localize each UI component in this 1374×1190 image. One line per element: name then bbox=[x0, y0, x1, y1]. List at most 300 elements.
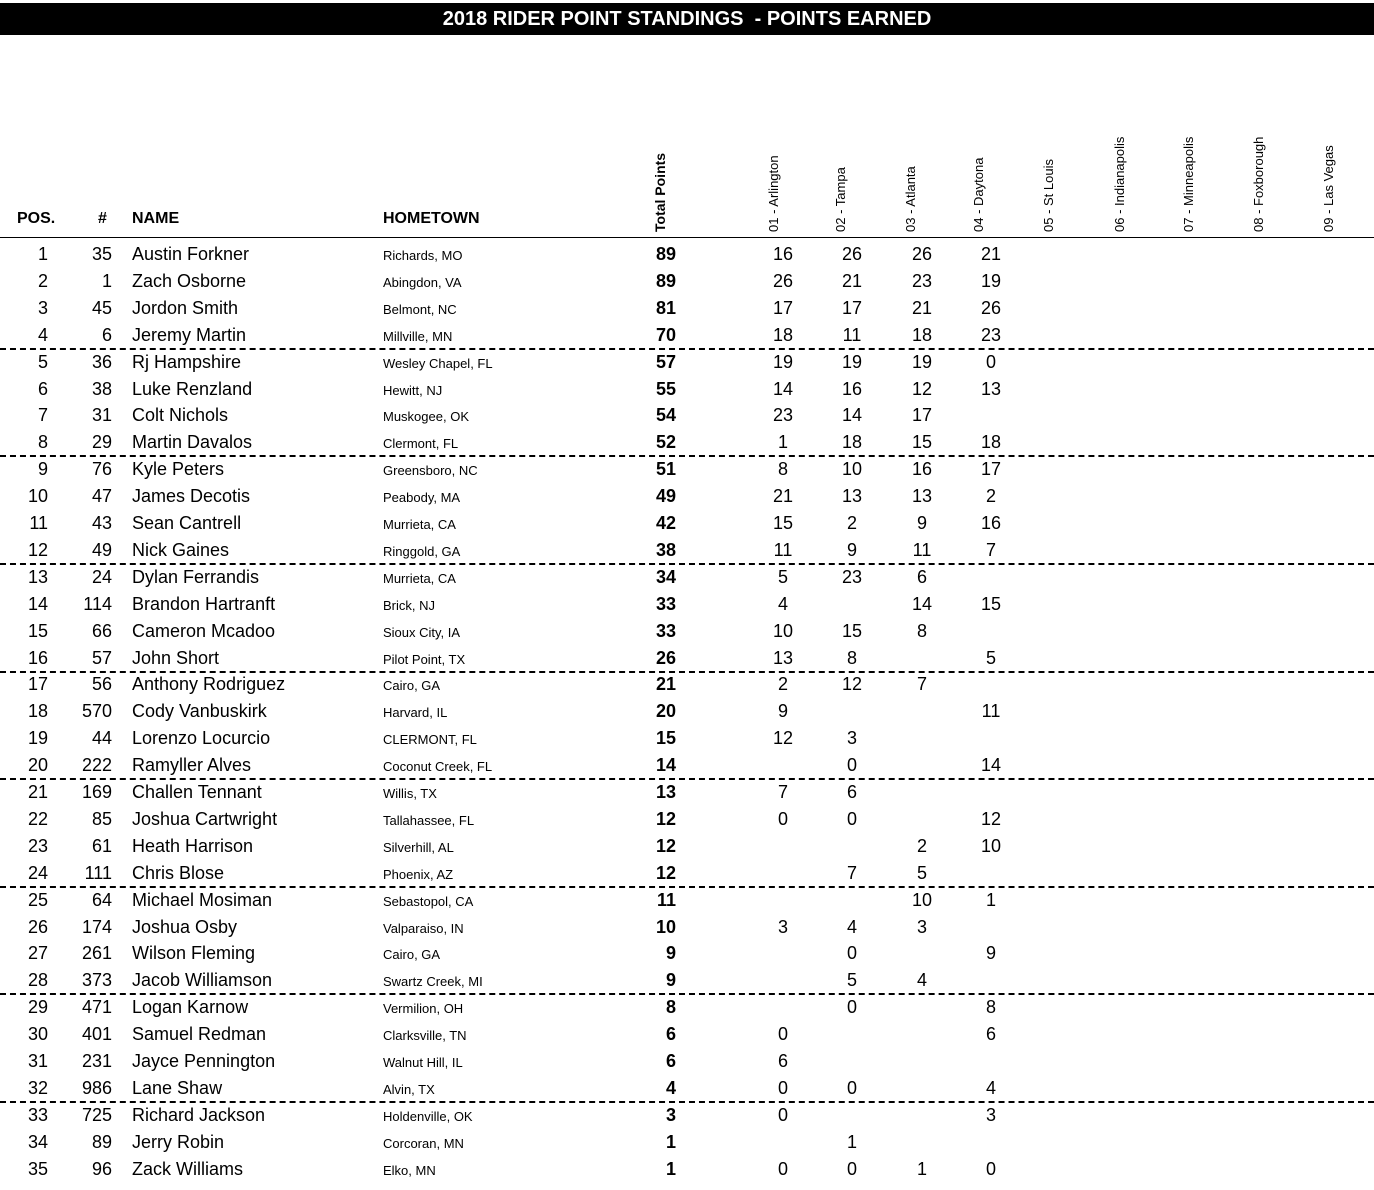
row-round-1-points: 10 bbox=[772, 620, 794, 641]
table-row bbox=[0, 240, 1374, 267]
row-hometown: Richards, MO bbox=[383, 248, 463, 263]
row-round-4-points: 5 bbox=[985, 647, 996, 668]
row-total-points: 33 bbox=[655, 620, 676, 641]
row-rider-name: Cody Vanbuskirk bbox=[132, 701, 267, 722]
row-position: 24 bbox=[27, 862, 48, 883]
table-row bbox=[0, 993, 1374, 1020]
row-round-2-points: 10 bbox=[841, 459, 863, 480]
row-rider-name: Zach Osborne bbox=[132, 270, 247, 291]
row-rider-number: 373 bbox=[81, 970, 112, 991]
row-hometown: Alvin, TX bbox=[383, 1081, 435, 1097]
header-round-1: 01 - Arlington bbox=[766, 155, 781, 232]
row-rider-number: 261 bbox=[81, 943, 112, 964]
row-rider-number: 169 bbox=[81, 782, 112, 802]
row-total-points: 89 bbox=[655, 244, 676, 264]
row-round-3-points: 4 bbox=[916, 970, 927, 991]
table-row bbox=[0, 886, 1374, 913]
row-round-3-points: 17 bbox=[911, 405, 933, 426]
table-row bbox=[0, 724, 1374, 751]
table-row bbox=[0, 939, 1374, 966]
row-position: 32 bbox=[27, 1077, 48, 1098]
row-round-3-points: 12 bbox=[911, 378, 933, 399]
row-round-1-points: 15 bbox=[772, 513, 794, 533]
row-hometown: Ringgold, GA bbox=[383, 543, 461, 559]
row-rider-number: 49 bbox=[91, 539, 112, 560]
row-round-3-points: 8 bbox=[916, 620, 927, 641]
row-position: 4 bbox=[37, 324, 48, 345]
row-rider-number: 57 bbox=[91, 647, 112, 668]
row-total-points: 12 bbox=[655, 808, 676, 829]
row-position: 6 bbox=[37, 378, 48, 399]
row-hometown: Vermilion, OH bbox=[383, 1001, 464, 1017]
row-hometown: Clermont, FL bbox=[383, 436, 459, 452]
row-round-3-points: 11 bbox=[912, 539, 932, 560]
row-hometown: Cairo, GA bbox=[383, 947, 441, 963]
row-position: 23 bbox=[27, 835, 48, 856]
table-row bbox=[0, 509, 1374, 536]
row-position: 11 bbox=[29, 513, 48, 533]
row-total-points: 6 bbox=[665, 1051, 676, 1071]
row-hometown: Brick, NJ bbox=[383, 597, 435, 613]
table-row bbox=[0, 1128, 1374, 1155]
row-rider-number: 56 bbox=[91, 674, 112, 695]
row-round-1-points: 0 bbox=[777, 808, 788, 829]
row-round-2-points: 26 bbox=[841, 244, 863, 264]
row-rider-number: 725 bbox=[81, 1104, 112, 1125]
row-round-4-points: 13 bbox=[980, 378, 1002, 399]
row-round-1-points: 14 bbox=[772, 378, 794, 399]
row-round-4-points: 23 bbox=[980, 324, 1002, 345]
table-row bbox=[0, 563, 1374, 590]
row-round-2-points: 3 bbox=[846, 728, 857, 749]
table-row bbox=[0, 670, 1374, 697]
table-row bbox=[0, 401, 1374, 428]
row-rider-number: 471 bbox=[81, 997, 112, 1018]
row-round-2-points: 0 bbox=[846, 755, 857, 776]
row-rider-name: Brandon Hartranft bbox=[132, 593, 276, 614]
row-round-3-points: 7 bbox=[916, 674, 927, 695]
row-rider-number: 222 bbox=[81, 755, 112, 776]
row-round-4-points: 4 bbox=[985, 1077, 996, 1098]
row-rider-name: Challen Tennant bbox=[132, 782, 262, 802]
row-round-2-points: 9 bbox=[846, 539, 857, 560]
row-round-3-points: 13 bbox=[911, 486, 933, 507]
row-round-1-points: 13 bbox=[772, 647, 794, 668]
row-total-points: 42 bbox=[655, 513, 676, 533]
row-total-points: 9 bbox=[665, 970, 676, 991]
row-rider-number: 29 bbox=[91, 432, 112, 453]
row-position: 22 bbox=[27, 808, 48, 829]
row-rider-number: 35 bbox=[91, 244, 112, 264]
row-round-1-points: 0 bbox=[777, 1104, 788, 1125]
header-round-6: 06 - Indianapolis bbox=[1112, 136, 1127, 232]
row-rider-number: 114 bbox=[83, 593, 112, 614]
row-round-1-points: 19 bbox=[772, 351, 794, 372]
row-hometown: Elko, MN bbox=[383, 1162, 436, 1178]
row-total-points: 34 bbox=[655, 566, 676, 587]
row-round-2-points: 13 bbox=[841, 486, 863, 507]
row-rider-number: 43 bbox=[91, 513, 112, 533]
row-position: 14 bbox=[27, 593, 48, 614]
row-total-points: 8 bbox=[665, 997, 676, 1018]
row-hometown: Swartz Creek, MI bbox=[383, 974, 483, 990]
row-round-2-points: 17 bbox=[841, 297, 863, 318]
row-round-3-points: 15 bbox=[911, 432, 933, 453]
row-position: 9 bbox=[37, 459, 48, 480]
row-round-4-points: 14 bbox=[980, 755, 1002, 776]
row-hometown: Coconut Creek, FL bbox=[383, 759, 493, 775]
row-rider-number: 45 bbox=[91, 297, 112, 318]
table-row bbox=[0, 428, 1374, 457]
table-row bbox=[0, 751, 1374, 780]
header-round-8: 08 - Foxborough bbox=[1251, 136, 1266, 232]
table-row bbox=[0, 778, 1374, 805]
header-round-2: 02 - Tampa bbox=[833, 167, 848, 232]
table-row bbox=[0, 805, 1374, 832]
row-round-4-points: 1 bbox=[985, 889, 996, 910]
row-round-4-points: 11 bbox=[981, 701, 1001, 722]
row-round-2-points: 18 bbox=[841, 432, 863, 453]
table-row bbox=[0, 1074, 1374, 1103]
row-rider-name: Joshua Osby bbox=[132, 916, 238, 937]
row-rider-number: 111 bbox=[84, 862, 112, 883]
row-round-1-points: 4 bbox=[777, 593, 788, 614]
row-round-3-points: 2 bbox=[916, 835, 927, 856]
row-total-points: 33 bbox=[655, 593, 676, 614]
row-rider-number: 66 bbox=[91, 620, 112, 641]
row-position: 25 bbox=[27, 889, 48, 910]
row-rider-number: 36 bbox=[91, 351, 112, 372]
row-total-points: 51 bbox=[655, 459, 676, 480]
row-rider-name: Anthony Rodriguez bbox=[132, 674, 286, 695]
row-position: 31 bbox=[27, 1051, 48, 1071]
row-rider-name: Richard Jackson bbox=[132, 1104, 266, 1125]
row-round-1-points: 17 bbox=[772, 297, 794, 318]
row-round-1-points: 0 bbox=[777, 1158, 788, 1179]
row-rider-name: Martin Davalos bbox=[132, 432, 253, 453]
table-row bbox=[0, 294, 1374, 321]
row-round-4-points: 21 bbox=[980, 244, 1002, 264]
row-round-3-points: 16 bbox=[911, 459, 933, 480]
row-rider-name: Zack Williams bbox=[132, 1158, 243, 1179]
row-hometown: Millville, MN bbox=[383, 328, 453, 344]
row-round-3-points: 14 bbox=[911, 593, 933, 614]
row-total-points: 57 bbox=[655, 351, 676, 372]
row-rider-number: 231 bbox=[81, 1051, 112, 1071]
row-rider-name: Austin Forkner bbox=[132, 244, 250, 264]
row-rider-number: 89 bbox=[91, 1131, 112, 1152]
row-total-points: 12 bbox=[655, 835, 676, 856]
row-rider-name: John Short bbox=[132, 647, 220, 668]
row-total-points: 12 bbox=[655, 862, 676, 883]
row-round-1-points: 5 bbox=[777, 566, 788, 587]
row-hometown: Sioux City, IA bbox=[383, 624, 461, 640]
row-hometown: Corcoran, MN bbox=[383, 1135, 464, 1151]
row-rider-name: Jacob Williamson bbox=[132, 970, 273, 991]
row-rider-name: Nick Gaines bbox=[132, 539, 230, 560]
row-position: 2 bbox=[37, 270, 48, 291]
row-rider-number: 174 bbox=[81, 916, 112, 937]
row-round-4-points: 9 bbox=[985, 943, 996, 964]
row-position: 16 bbox=[27, 647, 48, 668]
row-round-1-points: 16 bbox=[772, 244, 794, 264]
row-rider-name: Dylan Ferrandis bbox=[132, 566, 260, 587]
row-hometown: Clarksville, TN bbox=[383, 1028, 467, 1044]
row-round-1-points: 23 bbox=[772, 405, 794, 426]
row-round-1-points: 0 bbox=[777, 1024, 788, 1045]
row-hometown: Valparaiso, IN bbox=[383, 920, 464, 936]
row-hometown: Tallahassee, FL bbox=[383, 812, 475, 828]
row-hometown: Silverhill, AL bbox=[383, 839, 454, 855]
row-round-3-points: 23 bbox=[911, 270, 933, 291]
row-rider-name: Chris Blose bbox=[132, 862, 225, 883]
header-round-5: 05 - St Louis bbox=[1041, 159, 1056, 232]
row-rider-name: Jordon Smith bbox=[132, 297, 239, 318]
table-row bbox=[0, 321, 1374, 350]
row-round-2-points: 23 bbox=[841, 566, 863, 587]
row-rider-number: 6 bbox=[101, 324, 112, 345]
row-total-points: 54 bbox=[655, 405, 676, 426]
row-position: 21 bbox=[27, 782, 48, 802]
row-round-1-points: 18 bbox=[772, 324, 794, 345]
row-round-2-points: 12 bbox=[841, 674, 863, 695]
table-row bbox=[0, 455, 1374, 482]
row-hometown: Cairo, GA bbox=[383, 678, 441, 694]
row-round-2-points: 0 bbox=[846, 1077, 857, 1098]
row-rider-name: Jayce Pennington bbox=[132, 1051, 276, 1071]
row-total-points: 3 bbox=[665, 1104, 676, 1125]
standings-title: 2018 RIDER POINT STANDINGS - POINTS EARNED bbox=[0, 3, 1374, 35]
row-rider-number: 570 bbox=[81, 701, 112, 722]
row-position: 28 bbox=[27, 970, 48, 991]
row-total-points: 9 bbox=[665, 943, 676, 964]
row-rider-number: 401 bbox=[81, 1024, 112, 1045]
row-rider-name: Lorenzo Locurcio bbox=[132, 728, 271, 749]
row-rider-name: Kyle Peters bbox=[132, 459, 225, 480]
table-row bbox=[0, 267, 1374, 294]
table-row bbox=[0, 348, 1374, 375]
row-position: 20 bbox=[27, 755, 48, 776]
row-hometown: Greensboro, NC bbox=[383, 463, 478, 479]
row-position: 15 bbox=[27, 620, 48, 641]
table-row bbox=[0, 832, 1374, 859]
row-round-2-points: 6 bbox=[846, 782, 857, 802]
row-hometown: Pilot Point, TX bbox=[383, 651, 466, 667]
table-row bbox=[0, 1020, 1374, 1047]
row-total-points: 4 bbox=[665, 1077, 676, 1098]
row-rider-name: Rj Hampshire bbox=[132, 351, 242, 372]
row-round-2-points: 1 bbox=[846, 1131, 857, 1152]
row-total-points: 11 bbox=[656, 889, 676, 910]
row-round-4-points: 2 bbox=[985, 486, 996, 507]
row-round-2-points: 8 bbox=[846, 647, 857, 668]
row-round-4-points: 19 bbox=[980, 270, 1002, 291]
row-position: 8 bbox=[37, 432, 48, 453]
row-round-4-points: 18 bbox=[980, 432, 1002, 453]
row-hometown: Sebastopol, CA bbox=[383, 893, 474, 909]
row-total-points: 21 bbox=[655, 674, 676, 695]
row-rider-name: Cameron Mcadoo bbox=[132, 620, 276, 641]
row-round-2-points: 2 bbox=[846, 513, 857, 533]
row-rider-number: 38 bbox=[91, 378, 112, 399]
table-row bbox=[0, 1047, 1374, 1074]
header-round-7: 07 - Minneapolis bbox=[1181, 136, 1196, 232]
row-round-2-points: 15 bbox=[841, 620, 863, 641]
row-rider-name: Wilson Fleming bbox=[132, 943, 256, 964]
row-total-points: 1 bbox=[665, 1131, 676, 1152]
row-round-2-points: 0 bbox=[846, 808, 857, 829]
row-position: 10 bbox=[27, 486, 48, 507]
row-round-3-points: 19 bbox=[911, 351, 933, 372]
row-round-1-points: 7 bbox=[777, 782, 788, 802]
row-round-1-points: 1 bbox=[777, 432, 788, 453]
row-rider-name: James Decotis bbox=[132, 486, 251, 507]
row-total-points: 6 bbox=[665, 1024, 676, 1045]
row-hometown: Hewitt, NJ bbox=[383, 382, 443, 398]
row-hometown: Peabody, MA bbox=[383, 490, 461, 506]
row-total-points: 81 bbox=[655, 297, 676, 318]
row-position: 5 bbox=[37, 351, 48, 372]
table-row bbox=[0, 859, 1374, 888]
table-row bbox=[0, 482, 1374, 509]
row-round-2-points: 16 bbox=[841, 378, 863, 399]
table-row bbox=[0, 644, 1374, 673]
row-hometown: Walnut Hill, IL bbox=[383, 1055, 463, 1070]
row-round-1-points: 12 bbox=[772, 728, 794, 749]
row-round-4-points: 6 bbox=[985, 1024, 996, 1045]
row-round-2-points: 7 bbox=[846, 862, 857, 883]
row-position: 26 bbox=[27, 916, 48, 937]
row-rider-name: Lane Shaw bbox=[132, 1077, 223, 1098]
row-hometown: CLERMONT, FL bbox=[383, 732, 477, 748]
row-position: 12 bbox=[27, 539, 48, 560]
row-position: 18 bbox=[27, 701, 48, 722]
table-row bbox=[0, 697, 1374, 724]
row-position: 17 bbox=[27, 674, 48, 695]
row-hometown: Phoenix, AZ bbox=[383, 866, 454, 882]
row-round-3-points: 3 bbox=[916, 916, 927, 937]
row-round-4-points: 3 bbox=[985, 1104, 996, 1125]
row-round-2-points: 0 bbox=[846, 1158, 857, 1179]
table-row bbox=[0, 536, 1374, 565]
row-total-points: 70 bbox=[655, 324, 676, 345]
row-round-3-points: 18 bbox=[911, 324, 933, 345]
header-total-points: Total Points bbox=[652, 152, 668, 232]
row-round-4-points: 7 bbox=[985, 539, 996, 560]
row-rider-name: Jeremy Martin bbox=[132, 324, 247, 345]
row-round-2-points: 5 bbox=[846, 970, 857, 991]
row-total-points: 20 bbox=[655, 701, 676, 722]
row-round-2-points: 14 bbox=[841, 405, 863, 426]
row-hometown: Muskogee, OK bbox=[383, 409, 469, 425]
table-row bbox=[0, 590, 1374, 617]
row-total-points: 14 bbox=[655, 755, 676, 776]
row-round-4-points: 0 bbox=[985, 1158, 996, 1179]
row-rider-number: 85 bbox=[91, 808, 112, 829]
row-rider-number: 96 bbox=[91, 1158, 112, 1179]
row-rider-number: 24 bbox=[91, 566, 112, 587]
row-rider-number: 44 bbox=[91, 728, 112, 749]
row-round-4-points: 26 bbox=[980, 297, 1002, 318]
row-position: 7 bbox=[37, 405, 48, 426]
row-position: 35 bbox=[27, 1158, 48, 1179]
row-position: 13 bbox=[27, 566, 48, 587]
row-position: 27 bbox=[27, 943, 48, 964]
row-rider-name: Joshua Cartwright bbox=[132, 808, 278, 829]
row-round-3-points: 5 bbox=[916, 862, 927, 883]
row-hometown: Wesley Chapel, FL bbox=[383, 355, 493, 371]
row-round-1-points: 21 bbox=[772, 486, 794, 507]
row-round-2-points: 4 bbox=[846, 916, 857, 937]
row-round-1-points: 11 bbox=[773, 539, 793, 560]
row-round-2-points: 11 bbox=[842, 324, 862, 345]
row-round-3-points: 6 bbox=[916, 566, 927, 587]
row-hometown: Murrieta, CA bbox=[383, 517, 456, 532]
row-total-points: 38 bbox=[655, 539, 676, 560]
row-hometown: Willis, TX bbox=[383, 786, 437, 801]
header-round-9: 09 - Las Vegas bbox=[1321, 145, 1336, 232]
row-round-1-points: 0 bbox=[777, 1077, 788, 1098]
row-total-points: 1 bbox=[665, 1158, 676, 1179]
row-round-3-points: 21 bbox=[911, 297, 933, 318]
row-round-4-points: 16 bbox=[980, 513, 1002, 533]
row-rider-name: Jerry Robin bbox=[132, 1131, 225, 1152]
row-rider-name: Colt Nichols bbox=[132, 405, 229, 426]
header-name: NAME bbox=[132, 210, 180, 227]
row-round-1-points: 8 bbox=[777, 459, 788, 480]
row-round-2-points: 0 bbox=[846, 943, 857, 964]
row-round-3-points: 26 bbox=[911, 244, 933, 264]
row-hometown: Harvard, IL bbox=[383, 705, 448, 721]
row-round-1-points: 26 bbox=[772, 270, 794, 291]
row-total-points: 26 bbox=[655, 647, 676, 668]
row-round-3-points: 9 bbox=[916, 513, 927, 533]
row-round-1-points: 2 bbox=[777, 674, 788, 695]
row-round-4-points: 17 bbox=[980, 459, 1002, 480]
row-round-4-points: 0 bbox=[985, 351, 996, 372]
row-position: 19 bbox=[27, 728, 48, 749]
row-round-2-points: 21 bbox=[841, 270, 863, 291]
row-position: 3 bbox=[37, 297, 48, 318]
row-position: 34 bbox=[27, 1131, 48, 1152]
header-round-4: 04 - Daytona bbox=[971, 157, 986, 232]
row-round-2-points: 0 bbox=[846, 997, 857, 1018]
row-total-points: 10 bbox=[655, 916, 676, 937]
row-rider-name: Luke Renzland bbox=[132, 378, 253, 399]
row-position: 30 bbox=[27, 1024, 48, 1045]
table-row bbox=[0, 617, 1374, 644]
row-rider-name: Heath Harrison bbox=[132, 835, 254, 856]
row-total-points: 89 bbox=[655, 270, 676, 291]
row-round-2-points: 19 bbox=[841, 351, 863, 372]
header-round-3: 03 - Atlanta bbox=[903, 166, 918, 232]
row-rider-number: 986 bbox=[81, 1077, 112, 1098]
row-round-4-points: 12 bbox=[980, 808, 1002, 829]
row-rider-number: 47 bbox=[91, 486, 112, 507]
row-round-4-points: 15 bbox=[980, 593, 1002, 614]
row-hometown: Holdenville, OK bbox=[383, 1108, 473, 1124]
header-rule bbox=[0, 237, 1374, 238]
row-round-1-points: 9 bbox=[777, 701, 788, 722]
row-hometown: Murrieta, CA bbox=[383, 570, 456, 586]
row-rider-number: 64 bbox=[91, 889, 112, 910]
table-row bbox=[0, 913, 1374, 940]
row-rider-number: 1 bbox=[101, 270, 112, 291]
row-round-3-points: 10 bbox=[911, 889, 933, 910]
row-round-1-points: 3 bbox=[777, 916, 788, 937]
row-total-points: 55 bbox=[655, 378, 676, 399]
row-total-points: 49 bbox=[655, 486, 676, 507]
